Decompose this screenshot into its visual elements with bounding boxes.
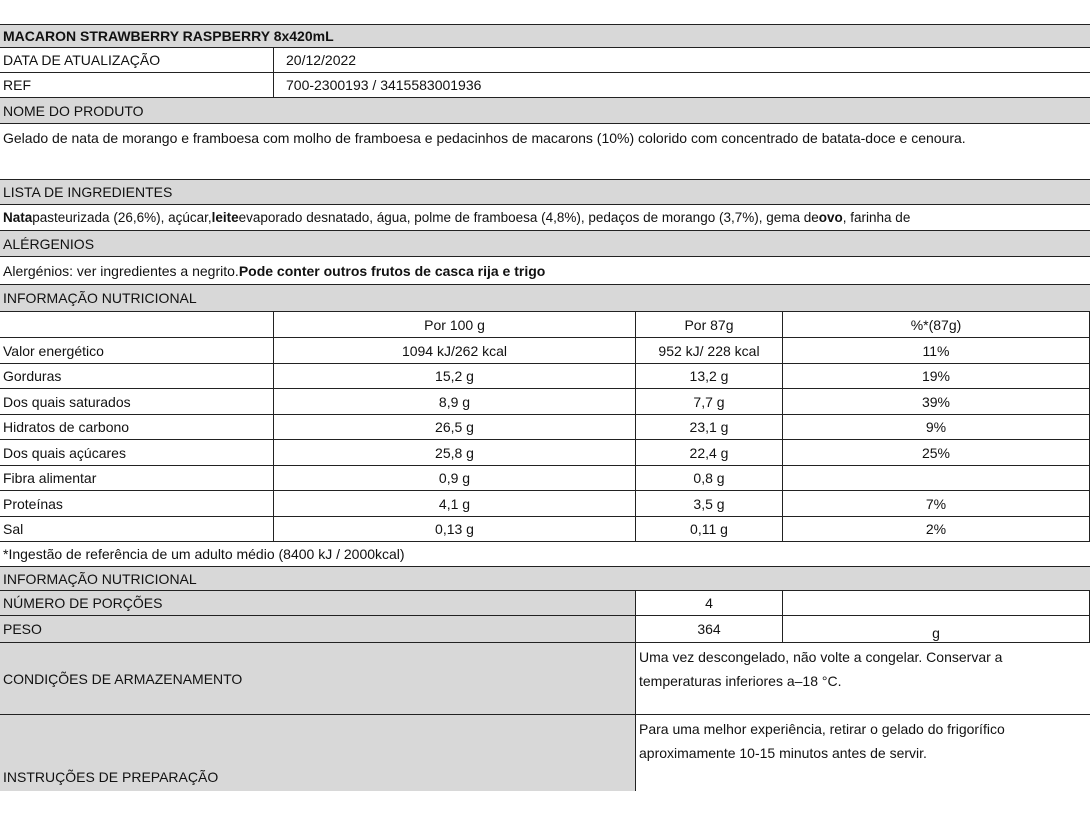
allergens-row (0, 257, 1090, 285)
product-title: MACARON STRAWBERRY RASPBERRY 8x420mL (3, 28, 334, 44)
ref-row (0, 73, 1090, 98)
nutrition-column-headers (0, 312, 1090, 338)
product-description: Gelado de nata de morango e framboesa com molho de framboesa e pedacinhos de macarons (10%) colorido com concentrado de batata-doce e cenoura. (3, 130, 966, 146)
footnote-row (0, 542, 1090, 566)
date-label: DATA DE ATUALIZAÇÃO (0, 48, 274, 72)
nutrient-per100: 15,2 g (274, 364, 636, 388)
nutrition-col-per100: Por 100 g (274, 312, 636, 337)
table-row (0, 415, 1090, 440)
portions-value: 4 (636, 591, 783, 615)
table-row (0, 517, 1090, 542)
table-row (0, 389, 1090, 415)
nutrient-name: Dos quais saturados (0, 389, 274, 414)
nutrient-per87: 3,5 g (636, 491, 783, 516)
preparation-row (0, 715, 1090, 791)
table-row (0, 338, 1090, 364)
nutrient-per100: 1094 kJ/262 kcal (274, 338, 636, 363)
nutrition-header (0, 285, 1090, 312)
portions-label: NÚMERO DE PORÇÕES (0, 591, 636, 615)
ingredient-text-1: pasteurizada (26,6%), açúcar, (32, 210, 212, 225)
nutrition-col-name (0, 312, 274, 337)
nutrient-per100: 0,9 g (274, 466, 636, 490)
nutrition2-label: INFORMAÇÃO NUTRICIONAL (3, 570, 197, 587)
nutrient-name: Fibra alimentar (0, 466, 274, 490)
allergens-header (0, 231, 1090, 257)
storage-row (0, 643, 1090, 715)
nutrient-per87: 13,2 g (636, 364, 783, 388)
nutrient-per87: 22,4 g (636, 440, 783, 465)
nutrient-name: Sal (0, 517, 274, 541)
nutrient-ri: 11% (922, 342, 950, 359)
nutrient-ri: 25% (921, 444, 951, 461)
nutrient-per87: 7,7 g (636, 389, 783, 414)
preparation-text: Para uma melhor experiência, retirar o gelado do frigorífico aproximamente 10-15 minutos antes de servir. (639, 721, 1005, 761)
nutrient-per100: 4,1 g (274, 491, 636, 516)
ref-label: REF (0, 73, 274, 97)
table-row (0, 364, 1090, 389)
product-name-header (0, 98, 1090, 124)
table-row (0, 440, 1090, 466)
weight-unit: g (932, 625, 940, 641)
ingredient-bold-leite: leite (211, 210, 239, 225)
nutrient-per100: 26,5 g (274, 415, 636, 439)
table-row (0, 466, 1090, 491)
weight-label: PESO (0, 616, 636, 642)
allergens-may-contain: Pode conter outros frutos de casca rija e trigo (238, 262, 546, 279)
nutrition-col-ri: %*(87g) (910, 316, 962, 333)
nutrient-ri (783, 466, 1089, 490)
date-row (0, 48, 1090, 73)
nutrient-name: Valor energético (0, 338, 274, 363)
storage-label: CONDIÇÕES DE ARMAZENAMENTO (0, 643, 636, 714)
reference-intake-footnote: *Ingestão de referência de um adulto médio (8400 kJ / 2000kcal) (3, 546, 405, 562)
nutrient-name: Hidratos de carbono (0, 415, 274, 439)
nutrient-per87: 23,1 g (636, 415, 783, 439)
product-description-row (0, 124, 1090, 180)
nutrition-col-per87: Por 87g (636, 312, 783, 337)
ingredients-row (0, 205, 1090, 231)
ingredient-text-2: evaporado desnatado, água, polme de framboesa (4,8%), pedaços de morango (3,7%), gema de (238, 210, 819, 225)
ingredient-bold-nata: Nata (3, 210, 33, 225)
nutrient-per100: 25,8 g (274, 440, 636, 465)
date-value: 20/12/2022 (286, 52, 357, 68)
allergens-note: Alergénios: ver ingredientes a negrito. (3, 262, 239, 279)
nutrition2-header (0, 566, 1090, 591)
nutrient-per87: 0,11 g (636, 517, 783, 541)
nutrient-ri: 39% (921, 393, 951, 410)
ingredients-text (0, 205, 1090, 230)
ref-value: 700-2300193 / 3415583001936 (286, 77, 482, 93)
table-row (0, 491, 1090, 517)
portions-row (0, 591, 1090, 616)
ingredient-text-3: , farinha de (842, 210, 911, 225)
nutrient-name: Gorduras (0, 364, 274, 388)
weight-value: 364 (636, 616, 783, 642)
allergens-label: ALÉRGENIOS (3, 235, 95, 252)
nutrient-ri: 7% (925, 495, 947, 512)
storage-text: Uma vez descongelado, não volte a congelar. Conservar a temperaturas inferiores a–18 °C. (639, 649, 1003, 689)
portions-extra (783, 591, 1089, 615)
title-row (0, 24, 1090, 48)
nutrient-per100: 0,13 g (274, 517, 636, 541)
nutrient-name: Dos quais açúcares (0, 440, 274, 465)
ingredient-bold-ovo: ovo (818, 210, 843, 225)
nutrient-ri: 19% (921, 368, 951, 384)
preparation-label: INSTRUÇÕES DE PREPARAÇÃO (0, 715, 636, 791)
nutrition-label: INFORMAÇÃO NUTRICIONAL (3, 290, 197, 306)
nutrient-per87: 952 kJ/ 228 kcal (636, 338, 783, 363)
product-name-label: NOME DO PRODUTO (3, 102, 144, 119)
nutrient-ri: 2% (925, 521, 947, 537)
nutrient-per87: 0,8 g (636, 466, 783, 490)
nutrient-ri: 9% (925, 419, 947, 435)
allergens-text (0, 257, 1090, 284)
ingredients-header (0, 180, 1090, 205)
nutrient-per100: 8,9 g (274, 389, 636, 414)
ingredients-label: LISTA DE INGREDIENTES (3, 184, 173, 200)
weight-row (0, 616, 1090, 643)
nutrient-name: Proteínas (0, 491, 274, 516)
